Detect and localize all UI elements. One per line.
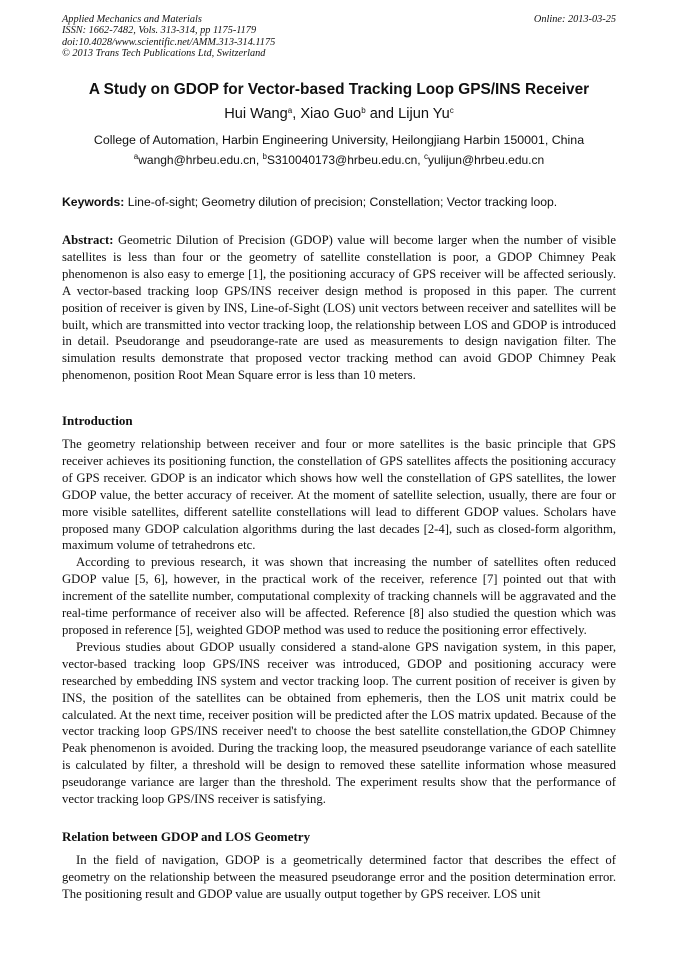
email-address: S310040173@hrbeu.edu.cn, <box>266 153 424 167</box>
running-header <box>62 14 616 60</box>
introduction-body <box>62 436 616 808</box>
abstract-label: Abstract: <box>62 233 114 247</box>
keywords-text: Line-of-sight; Geometry dilution of precision; Constellation; Vector tracking loop. <box>124 195 558 209</box>
author-marker: c <box>449 106 454 115</box>
author-list <box>40 105 638 123</box>
email-marker: a <box>133 152 139 161</box>
issn-line: ISSN: 1662-7482, Vols. 313-314, pp 1175-1179 <box>62 25 257 37</box>
journal-name: Applied Mechanics and Materials <box>62 14 202 25</box>
intro-paragraph-1: The geometry relationship between receiver and four or more satellites is the basic principle that GPS receiver achieves its positioning function, the constellation of GPS satellites affects the positioning accuracy of GPS receiver. GDOP is an indicator which shows how well the constellation of GPS satellites, the lower GDOP value, the better accuracy of receiver. At the moment of satellite selection, usually, there are four or more visible satellites, different satellite constellations will lead to different GDOP values. Scholars have proposed many GDOP calculation algorithms during the last decades [2-4], such as closed-form algorithm, maximum volume of tetrahedrons etc. <box>62 437 616 553</box>
keywords <box>62 194 616 210</box>
author-name: Hui Wang <box>224 106 288 122</box>
author-separator: , <box>292 106 301 122</box>
author-marker: a <box>287 106 293 115</box>
doi-line: doi:10.4028/www.scientific.net/AMM.313-314.1175 <box>62 36 276 48</box>
intro-paragraph-3: Previous studies about GDOP usually considered a stand-alone GPS navigation system, in this paper, vector-based tracking loop GPS/INS receiver was introduced, GDOP and positioning accuracy were researched by embedding INS system and vector tracking loop. The current position of receiver is given by INS, the position of the satellites can be obtained from ephemeris, then the LOS unit matrix could be calculated. At the next time, receiver position will be predicted after the LOS matrix updated. Because of the vector tracking loop GPS/INS receiver need't to choose the best satellite constellation,the GDOP Chimney Peak phenomenon is avoided. During the tracking loop, the measured pseudorange variance of each satellite is calculated by filter, a threshold will be design to removed these satellite information whose measured pseudorange variance are larger than the threshold. The experiment results show that the performance of vector tracking loop GPS/INS receiver is satisfying. <box>62 639 616 807</box>
email-list <box>40 152 638 168</box>
email-marker: c <box>423 152 428 161</box>
author-separator: and <box>365 106 399 122</box>
section-heading-introduction: Introduction <box>62 413 133 428</box>
copyright-line: © 2013 Trans Tech Publications Ltd, Switzerland <box>62 48 266 60</box>
section-heading-relation: Relation between GDOP and LOS Geometry <box>62 829 311 844</box>
email-address: yulijun@hrbeu.edu.cn <box>427 153 545 167</box>
author-marker: b <box>361 106 366 115</box>
intro-paragraph-2: According to previous research, it was shown that increasing the number of satellites often reduced GDOP value [5, 6], however, in the practical work of the receiver, reference [7] pointed out that with increment of the satellite number, computational complexity of tracking channels will be aggravated and the real-time performance of receiver also will be affected. Reference [8] also studied the question which was proposed in reference [5], weighted GDOP method was used to reduce the positioning error effectively. <box>62 555 616 637</box>
paper-title: A Study on GDOP for Vector-based Tracking Loop GPS/INS Receiver <box>88 81 590 98</box>
online-date: Online: 2013-03-25 <box>533 14 616 25</box>
relation-paragraph-1: In the field of navigation, GDOP is a geometrically determined factor that describes the effect of geometry on the relationship between the measured pseudorange error and the position determination error. The positioning result and GDOP value are usually output together by GPS receiver. LOS unit <box>62 853 616 901</box>
keywords-label: Keywords: <box>62 195 125 209</box>
abstract <box>62 232 616 384</box>
email-marker: b <box>262 152 267 161</box>
email-address: wangh@hrbeu.edu.cn, <box>138 153 263 167</box>
author-name: Xiao Guo <box>300 106 362 122</box>
abstract-text: Geometric Dilution of Precision (GDOP) value will become larger when the number of visible satellites is less than four or the geometry of satellite constellation is poor, a GDOP Chimney Peak phenomenon is also easy to emerge [1], the positioning accuracy of GPS receiver will be affected seriously. A vector-based tracking loop GPS/INS receiver design method is proposed in this paper. The current position of receiver is given by INS, Line-of-Sight (LOS) unit vectors between receiver and satellites will be built, which are transmitted into vector tracking loop, the relationship between LOS and GDOP is introduced in detail. Pseudorange and pseudorange-rate are used as measurements to design navigation filter. The simulation results demonstrate that proposed vector tracking method can avoid GDOP Chimney Peak phenomenon, position Root Mean Square error is less than 10 meters. <box>62 233 616 383</box>
abstract-paragraph <box>62 232 616 384</box>
author-name: Lijun Yu <box>398 106 450 122</box>
affiliation: College of Automation, Harbin Engineering University, Heilongjiang Harbin 150001, China <box>93 133 585 147</box>
relation-body <box>62 852 616 903</box>
